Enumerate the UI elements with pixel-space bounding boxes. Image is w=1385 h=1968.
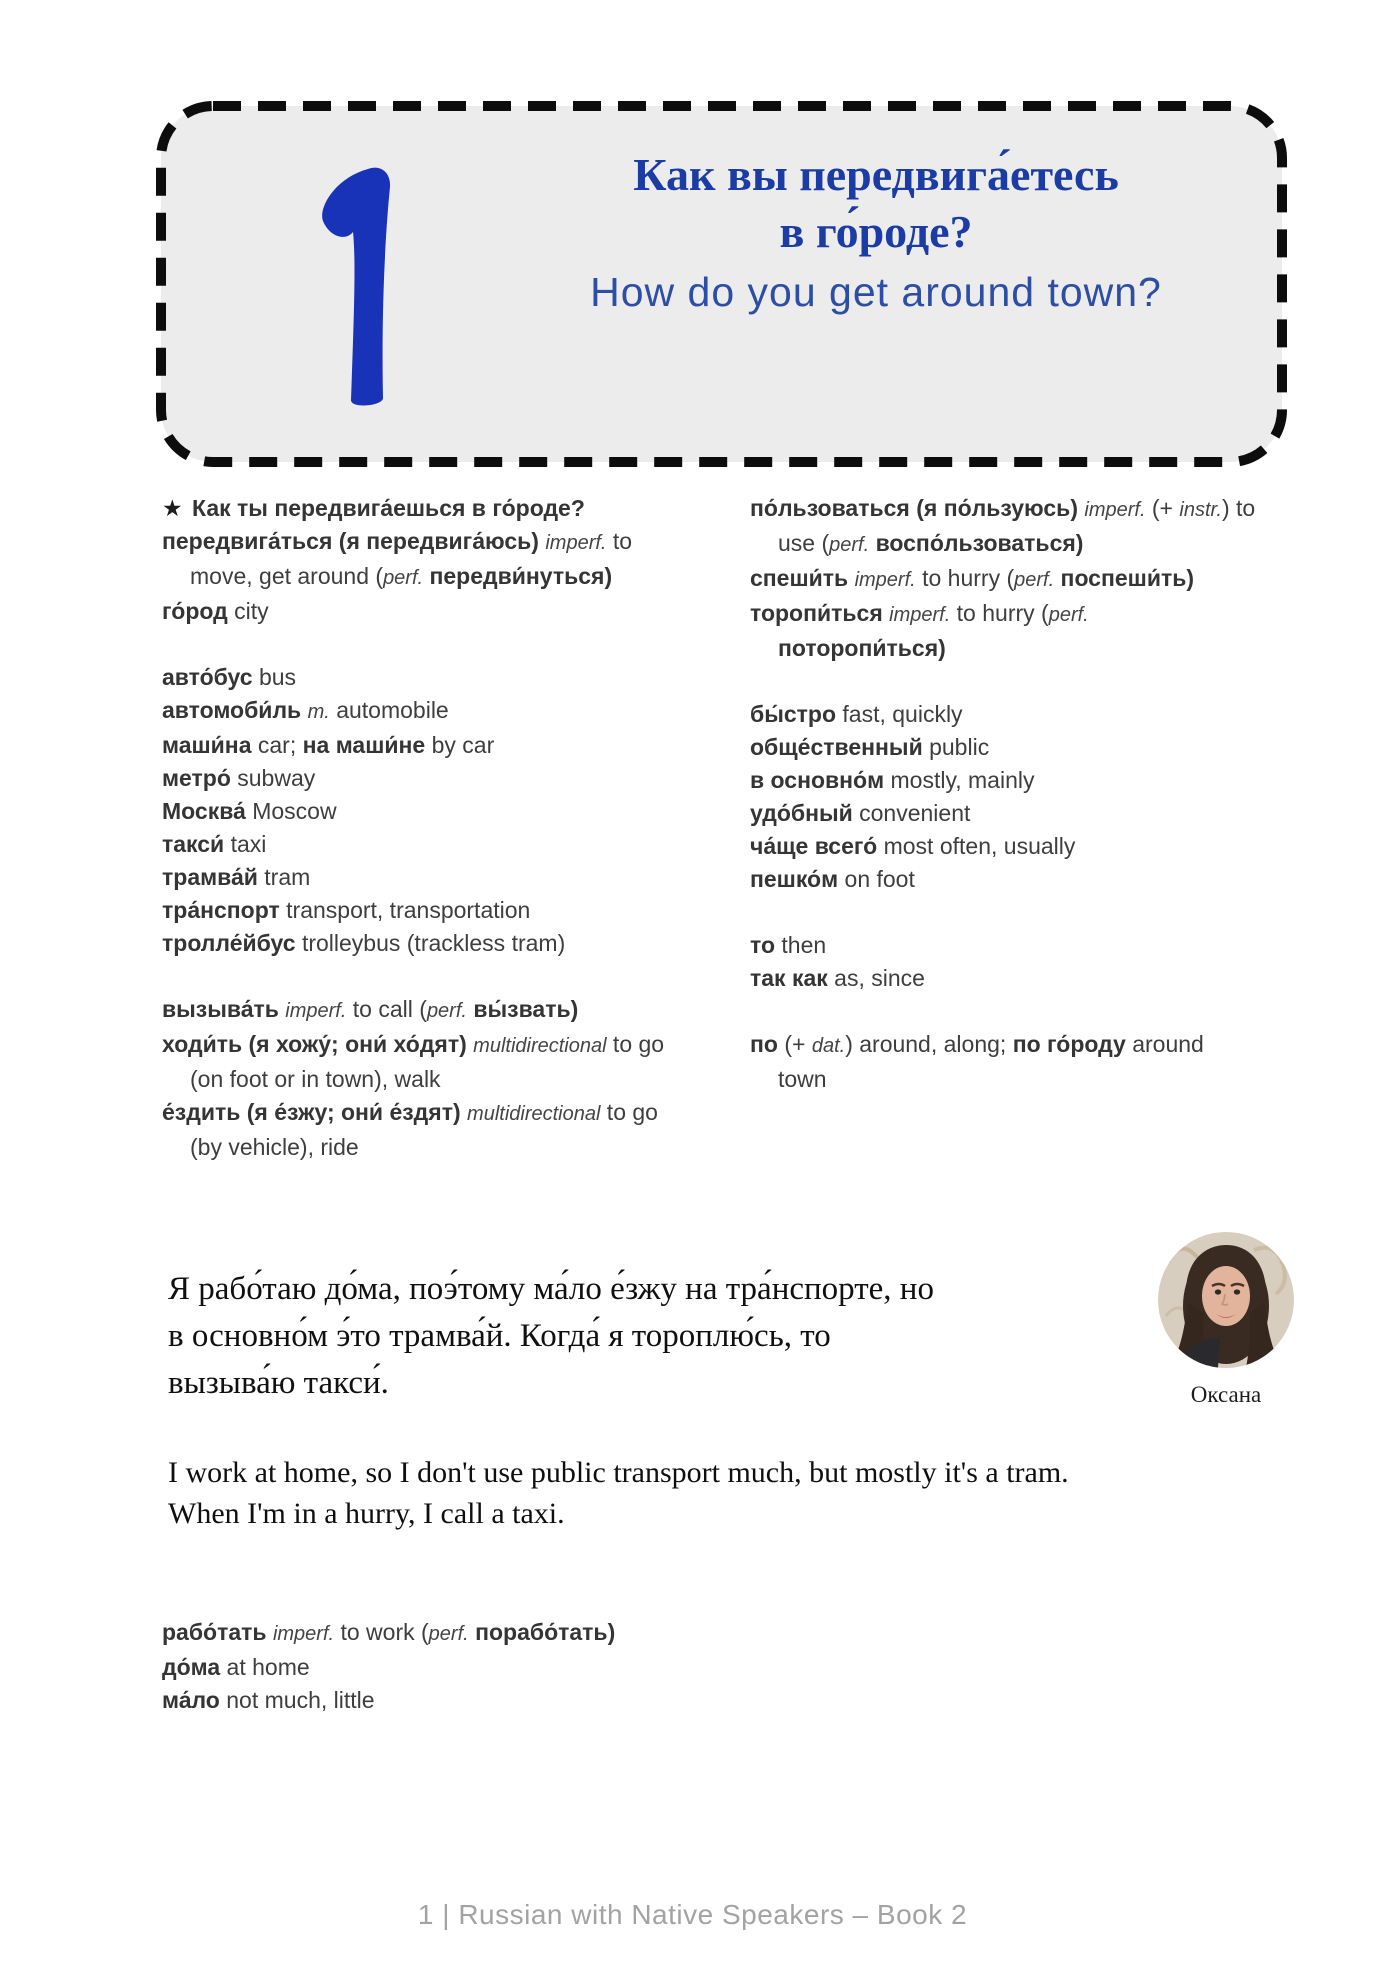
vocab-entry	[750, 797, 1270, 830]
vocab-text-segment: до́ма	[162, 1654, 221, 1680]
vocab-text-segment: (by vehicle), ride	[190, 1134, 359, 1160]
vocab-text-segment: to call (	[346, 996, 427, 1022]
vocab-text-segment: ма́ло	[162, 1687, 220, 1713]
vocab-entry	[750, 863, 1270, 896]
vocab-text-segment: то	[750, 932, 776, 958]
vocab-text-segment: city	[227, 598, 269, 624]
vocab-entry	[162, 762, 722, 795]
vocab-text-segment: вы́звать)	[473, 996, 579, 1022]
paragraph-line: When I'm in a hurry, I call a taxi.	[168, 1497, 565, 1530]
vocab-text-segment: dat.	[811, 1035, 846, 1057]
vocab-heading	[162, 492, 722, 525]
vocab-text-segment: multidirectional	[467, 1103, 601, 1125]
vocab-text-segment: to hurry (	[915, 565, 1015, 591]
vocab-entry	[750, 830, 1270, 863]
vocab-text-segment: use (	[778, 530, 830, 556]
vocab-text-segment: imperf.	[545, 532, 607, 554]
vocab-text-segment: вызыва́ть	[162, 996, 286, 1022]
vocab-block	[750, 929, 1270, 995]
vocab-text-segment: imperf.	[1084, 499, 1146, 521]
vocab-text-segment: такси́	[162, 831, 225, 857]
vocab-block	[162, 993, 722, 1164]
unit-header	[155, 100, 1288, 468]
speaker-quote-russian	[168, 1266, 1008, 1407]
unit-number-numeral	[313, 164, 393, 412]
vocab-text-segment: ) around, along;	[845, 1031, 1013, 1057]
vocab-text-segment: as, since	[827, 965, 925, 991]
vocab-text-segment: трамва́й	[162, 864, 258, 890]
vocab-entry	[162, 1096, 722, 1164]
vocab-entry	[750, 698, 1270, 731]
vocab-text-segment: tram	[257, 864, 311, 890]
vocab-text-segment: to go	[600, 1099, 658, 1125]
vocab-text-segment: Москва́	[162, 798, 246, 824]
vocab-text-segment: Как ты передвига́ешься в го́роде?	[185, 495, 585, 521]
vocab-text-segment: perf.	[829, 534, 870, 556]
vocab-block	[750, 698, 1270, 896]
vocab-text-segment: perf.	[428, 1623, 469, 1645]
vocab-text-segment: convenient	[852, 800, 971, 826]
vocab-text-segment: (on foot or in town), walk	[190, 1066, 441, 1092]
vocab-entry	[162, 729, 722, 762]
vocab-text-segment: тра́нспорт	[162, 897, 280, 923]
vocab-entry	[162, 1028, 722, 1096]
speaker-portrait-graphic	[1158, 1232, 1294, 1368]
unit-title-russian-line1: Как вы передвига́етесь	[633, 149, 1119, 200]
vocab-text-segment: imperf.	[889, 604, 951, 626]
vocab-text-segment: (+	[777, 1031, 812, 1057]
vocab-text-segment: to hurry (	[950, 600, 1049, 626]
vocab-entry	[162, 595, 722, 628]
speaker-photo	[1158, 1232, 1294, 1368]
vocab-text-segment: car;	[251, 732, 303, 758]
vocab-text-segment: by car	[425, 732, 495, 758]
speaker-name: Оксана	[1190, 1382, 1262, 1407]
vocab-text-segment: в основно́м	[750, 767, 885, 793]
vocab-text-segment: ) to	[1221, 495, 1256, 521]
vocab-text-segment: perf.	[1048, 604, 1089, 626]
paragraph-line: вызыва́ю такси́.	[168, 1365, 389, 1401]
vocab-text-segment: fast, quickly	[836, 701, 963, 727]
vocab-text-segment: around	[1125, 1031, 1204, 1057]
vocab-text-segment: perf.	[426, 1000, 467, 1022]
vocab-text-segment: move, get around (	[190, 563, 384, 589]
vocab-text-segment: at home	[220, 1654, 310, 1680]
vocab-text-segment: ходи́ть (я хожу́; они́ хо́дят)	[162, 1031, 474, 1057]
vocab-text-segment: по́льзоваться (я по́льзуюсь)	[750, 495, 1085, 521]
vocab-text-segment: обще́ственный	[750, 734, 923, 760]
vocab-entry	[162, 927, 722, 960]
vocab-text-segment: по	[750, 1031, 778, 1057]
vocab-left-column	[162, 492, 722, 1197]
vocab-text-segment: передви́нуться)	[429, 563, 613, 589]
vocab-text-segment: subway	[230, 765, 316, 791]
vocab-entry	[162, 894, 722, 927]
vocab-text-segment: m.	[307, 701, 330, 723]
vocab-entry	[750, 562, 1270, 597]
vocab-entry	[750, 929, 1270, 962]
unit-title-english: How do you get around town?	[590, 269, 1162, 315]
vocab-text-segment: пешко́м	[750, 866, 839, 892]
vocab-text-segment: маши́на	[162, 732, 252, 758]
vocab-text-segment: Moscow	[245, 798, 337, 824]
vocab-text-segment: most often, usually	[877, 833, 1076, 859]
vocab-text-segment: е́здить (я е́зжу; они́ е́здят)	[162, 1099, 468, 1125]
vocab-entry	[162, 1651, 862, 1684]
vocab-entry	[750, 731, 1270, 764]
unit-title-russian-line2: в го́роде?	[779, 206, 973, 257]
vocab-text-segment: multidirectional	[473, 1035, 607, 1057]
vocab-block	[162, 661, 722, 960]
vocab-entry	[162, 1684, 862, 1717]
unit-titles	[535, 146, 1217, 315]
speaker-quote-english	[168, 1452, 1328, 1534]
vocab-text-segment: perf.	[383, 567, 424, 589]
paragraph-line: Я рабо́таю до́ма, поэ́тому ма́ло е́зжу на тра́нспорте, но	[168, 1271, 934, 1307]
vocab-entry	[750, 962, 1270, 995]
vocab-entry	[750, 492, 1270, 562]
vocab-text-segment: to work (	[334, 1619, 429, 1645]
vocab-text-segment: not much, little	[219, 1687, 375, 1713]
vocab-entry	[162, 1616, 862, 1651]
vocab-text-segment: imperf.	[272, 1623, 335, 1645]
vocab-text-segment: по го́роду	[1012, 1031, 1126, 1057]
vocab-text-segment: рабо́тать	[162, 1619, 273, 1645]
vocab-text-segment: на маши́не	[302, 732, 426, 758]
vocab-text-segment: imperf.	[854, 569, 916, 591]
vocab-text-segment: воспо́льзоваться)	[875, 530, 1084, 556]
vocab-entry	[750, 1028, 1270, 1096]
vocab-text-segment: удо́бный	[750, 800, 853, 826]
numeral-one-graphic	[313, 164, 393, 412]
vocab-text-segment: on foot	[838, 866, 915, 892]
star-icon: ★	[162, 495, 186, 521]
vocab-text-segment: поспеши́ть)	[1060, 565, 1195, 591]
page-footer: 1 | Russian with Native Speakers – Book 2	[417, 1899, 968, 1930]
vocab-text-segment: trolleybus (trackless tram)	[295, 930, 566, 956]
paragraph-line: в основно́м э́то трамва́й. Когда́ я тороплю́сь, то	[168, 1318, 831, 1354]
vocab-text-segment: авто́бус	[162, 664, 253, 690]
vocab-right-column	[750, 492, 1270, 1129]
vocab-entry	[750, 597, 1270, 665]
vocab-text-segment: (+	[1145, 495, 1180, 521]
vocab-entry	[750, 764, 1270, 797]
vocab-block	[162, 492, 722, 628]
vocab-text-segment: тролле́йбус	[162, 930, 296, 956]
vocab-text-segment: порабо́тать)	[475, 1619, 616, 1645]
vocab-entry	[162, 525, 722, 595]
vocab-text-segment: го́род	[162, 598, 228, 624]
vocab-text-segment: to	[606, 528, 633, 554]
vocab-block	[750, 492, 1270, 665]
vocab-entry	[162, 993, 722, 1028]
vocab-text-segment: метро́	[162, 765, 231, 791]
vocab-bottom-block	[162, 1616, 862, 1717]
vocab-text-segment: town	[778, 1066, 827, 1092]
vocab-entry	[162, 694, 722, 729]
vocab-text-segment: mostly, mainly	[884, 767, 1035, 793]
vocab-block	[750, 1028, 1270, 1096]
vocab-text-segment: поторопи́ться)	[778, 635, 946, 661]
vocab-text-segment: transport, transportation	[279, 897, 531, 923]
vocab-text-segment: to go	[606, 1031, 665, 1057]
vocab-entry	[162, 861, 722, 894]
vocab-text-segment: bus	[252, 664, 297, 690]
vocab-text-segment: так как	[750, 965, 828, 991]
paragraph-line: I work at home, so I don't use public transport much, but mostly it's a tram.	[168, 1456, 1069, 1489]
vocab-entry	[162, 828, 722, 861]
vocab-text-segment: public	[922, 734, 990, 760]
vocab-text-segment: передвига́ться (я передвига́юсь)	[162, 528, 546, 554]
vocab-text-segment: ча́ще всего́	[750, 833, 878, 859]
vocab-text-segment: then	[775, 932, 827, 958]
vocab-text-segment: автомоби́ль	[162, 697, 308, 723]
vocab-text-segment: perf.	[1014, 569, 1055, 591]
vocab-text-segment: бы́стро	[750, 701, 837, 727]
vocab-text-segment: taxi	[224, 831, 267, 857]
vocab-text-segment: спеши́ть	[750, 565, 855, 591]
vocab-text-segment: торопи́ться	[750, 600, 890, 626]
vocab-text-segment: automobile	[329, 697, 449, 723]
vocab-text-segment: instr.	[1179, 499, 1222, 521]
vocab-entry	[162, 795, 722, 828]
vocab-text-segment: imperf.	[285, 1000, 347, 1022]
vocab-entry	[162, 661, 722, 694]
